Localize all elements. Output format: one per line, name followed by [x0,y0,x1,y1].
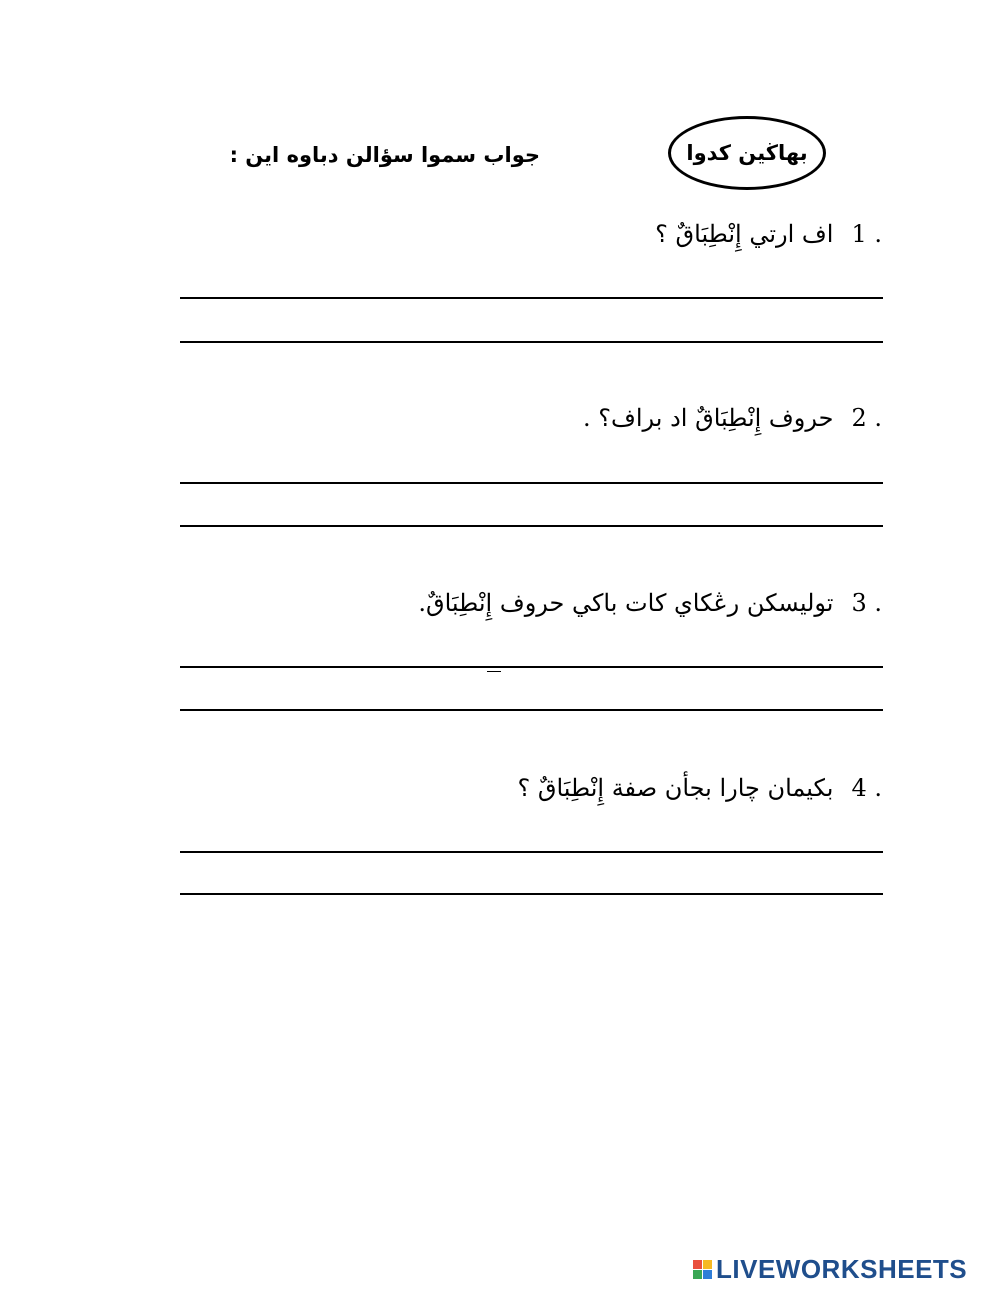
question-text: حروف إِنْطِبَاقٌ اد براف؟ . [583,404,834,432]
question-text: بكيمان چارا بجأن صفة إِنْطِبَاقٌ ؟ [517,774,834,802]
answer-line-4b[interactable] [180,893,883,895]
instruction-heading: جواب سموا سؤالن دباوه اين : [229,143,540,167]
logo-square [693,1270,702,1279]
answer-line-4a[interactable] [180,851,883,853]
answer-line-2a[interactable] [180,482,883,484]
liveworksheets-brand[interactable] [693,1254,967,1285]
logo-square [693,1260,702,1269]
question-number: 2 . [851,404,882,432]
answer-line-3a[interactable] [180,666,883,668]
question-number: 1 . [851,220,882,248]
answer-line-2b[interactable] [180,525,883,527]
question-text: اف ارتي إِنْطِبَاقٌ ؟ [655,220,834,248]
liveworksheets-logo-icon [693,1260,712,1279]
question-2 [583,402,882,434]
question-3 [418,587,882,619]
question-number: 4 . [851,774,882,802]
answer-line-1a[interactable] [180,297,883,299]
question-number: 3 . [851,589,882,617]
logo-square [703,1260,712,1269]
logo-square [703,1270,712,1279]
question-1 [655,218,882,250]
question-text: توليسكن رڠكاي كات باكي حروف إِنْطِبَاقٌ. [418,589,834,617]
answer-line-1b[interactable] [180,341,883,343]
section-badge [668,116,826,190]
answer-line-3b[interactable] [180,709,883,711]
question-4 [517,772,882,804]
section-badge-label: بهاڬين كدوا [686,141,808,165]
brand-name: LIVEWORKSHEETS [716,1254,968,1284]
line-tick-mark [487,671,501,672]
